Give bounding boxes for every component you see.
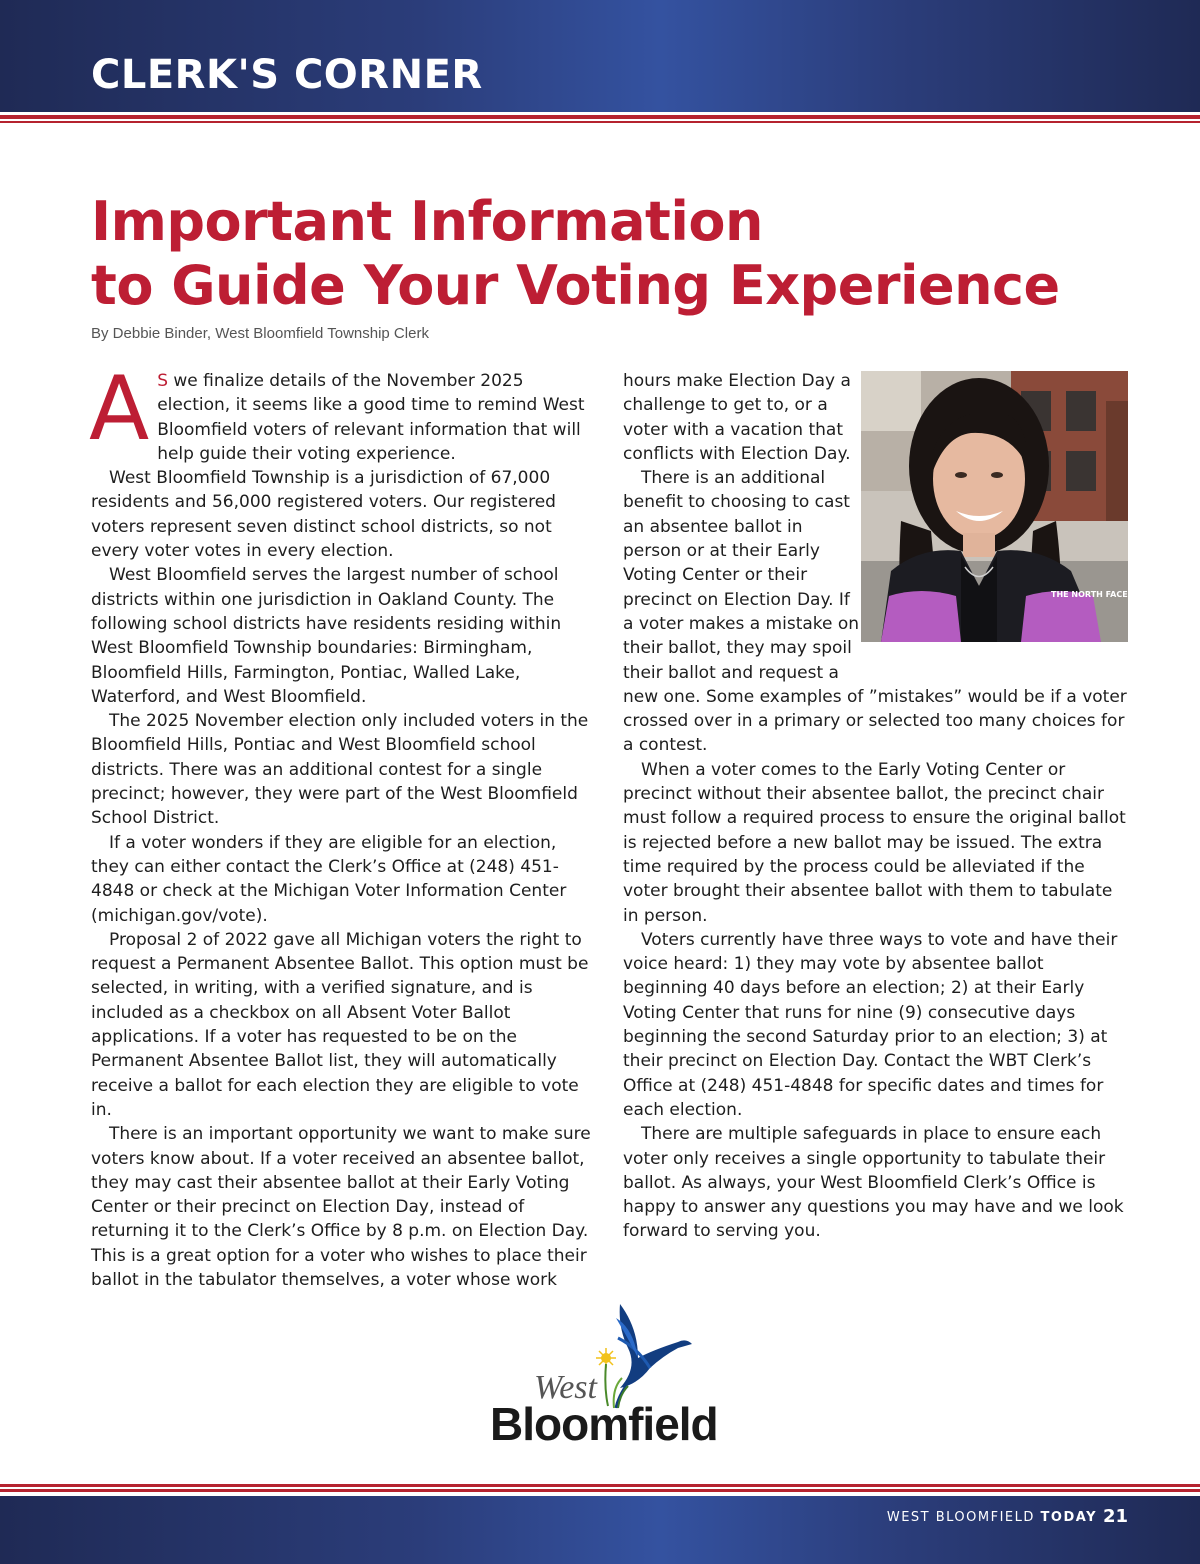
paragraph-1-text: we finalize details of the November 2025 election, it seems like a good time to remind West Bloomfield voters of relevant information that will help guide their voting experience. — [157, 371, 585, 464]
publication-name — [887, 1510, 1097, 1525]
paragraph-4: The 2025 November election only included voters in the Bloomfield Hills, Pontiac and West Bloomfield school districts. There was an additional contest for a single precinct; however, they were part of the West Bloomfield School District. — [91, 711, 589, 829]
publication-name-part2: TODAY — [1040, 1510, 1097, 1525]
logo-word-bloomfield: Bloomfield — [490, 1398, 718, 1450]
publication-name-part1: WEST BLOOMFIELD — [886, 1510, 1035, 1525]
author-photo — [861, 371, 1128, 642]
header-divider-red-2 — [0, 121, 1200, 123]
drop-cap-s: S — [157, 371, 168, 391]
logo-word-west: West — [534, 1369, 597, 1406]
paragraph-intro — [89, 357, 599, 466]
paragraph-6: Proposal 2 of 2022 gave all Michigan voters the right to request a Permanent Absentee Ballot. This option must be selected, in writing, with a verified signature, and is included as a checkbox on all Absent Voter Ballot applications. If a voter has requested to be on the Permanent Absentee Ballot list, they will automatically receive a ballot for each election they are eligible to vote in. — [91, 929, 589, 1120]
paragraph-9: There is an additional benefit to choosing to cast an absentee ballot in person or at their Early Voting Center or their precinct on Election Day. If a voter makes a mistake on their ballot, they may spoil their ballot and request a new one. Some examples of ”mistakes” would be if a voter crossed over in a primary or selected too many choices for a contest. — [623, 468, 1127, 756]
paragraph-3: West Bloomfield serves the largest number of school districts within one jurisdiction in Oakland County. The following school districts have residents residing within West Bloomfield Township boundaries: Birmingham, Bloomfield Hills, Farmington, Pontiac, Walled Lake, Waterford, and West Bloomfield. — [91, 565, 562, 707]
footer-band — [0, 1496, 1200, 1564]
section-header-band — [0, 0, 1200, 112]
paragraph-7: There is an important opportunity we want to make sure voters know about. If a voter received an absentee ballot, they may cast their absentee ballot at their Early Voting Center or their precinct on Election Day, instead of returning it to the Clerk’s Office by 8 p.m. on Election Day. This is a great option for a voter who wishes to place their ballot in the tabulator themselves, a voter whose work — [91, 1124, 591, 1290]
paragraph-11: Voters currently have three ways to vote and have their voice heard: 1) they may vote by absentee ballot beginning 40 days before an election; 2) at their Early Voting Center that runs for nine (9) consecutive days beginning the second Saturday prior to an election; 3) at their precinct on Election Day. Contact the WBT Clerk’s Office at (248) 451-4848 for specific dates and times for each election. — [623, 929, 1118, 1120]
headline-line-2: to Guide Your Voting Experience — [91, 254, 1060, 317]
article-byline: By Debbie Binder, West Bloomfield Township Clerk — [91, 325, 429, 342]
paragraph-8: hours make Election Day a challenge to get to, or a voter with a vacation that conflicts with Election Day. — [623, 371, 851, 464]
west-bloomfield-logo — [488, 1298, 728, 1450]
paragraph-5: If a voter wonders if they are eligible for an election, they can either contact the Clerk’s Office at (248) 451-4848 or check at the Michigan Voter Information Center (michigan.gov/vote). — [91, 832, 567, 926]
paragraph-2: West Bloomfield Township is a jurisdiction of 67,000 residents and 56,000 registered voters. Our registered voters represent seven distinct school districts, so not every voter votes in every election. — [91, 468, 556, 562]
drop-cap: A — [89, 357, 150, 460]
heron-icon — [616, 1304, 692, 1408]
paragraph-12: There are multiple safeguards in place to ensure each voter only receives a single opportunity to tabulate their ballot. As always, your West Bloomfield Clerk’s Office is happy to answer any questions you may have and we look forward to serving you. — [623, 1124, 1124, 1242]
section-title: CLERK'S CORNER — [91, 52, 483, 98]
article-column-left — [89, 357, 599, 1292]
jacket-logo-text: THE NORTH FACE — [1051, 590, 1128, 599]
headline-line-1: Important Information — [91, 190, 763, 253]
paragraph-10: When a voter comes to the Early Voting Center or precinct without their absentee ballot, the precinct chair must follow a required process to ensure the original ballot is rejected before a new ballot may be issued. The extra time required by the process could be alleviated if the voter brought their absentee ballot with them to tabulate in person. — [623, 759, 1126, 926]
page-number: 21 — [1102, 1506, 1128, 1527]
article-headline — [91, 190, 1111, 318]
